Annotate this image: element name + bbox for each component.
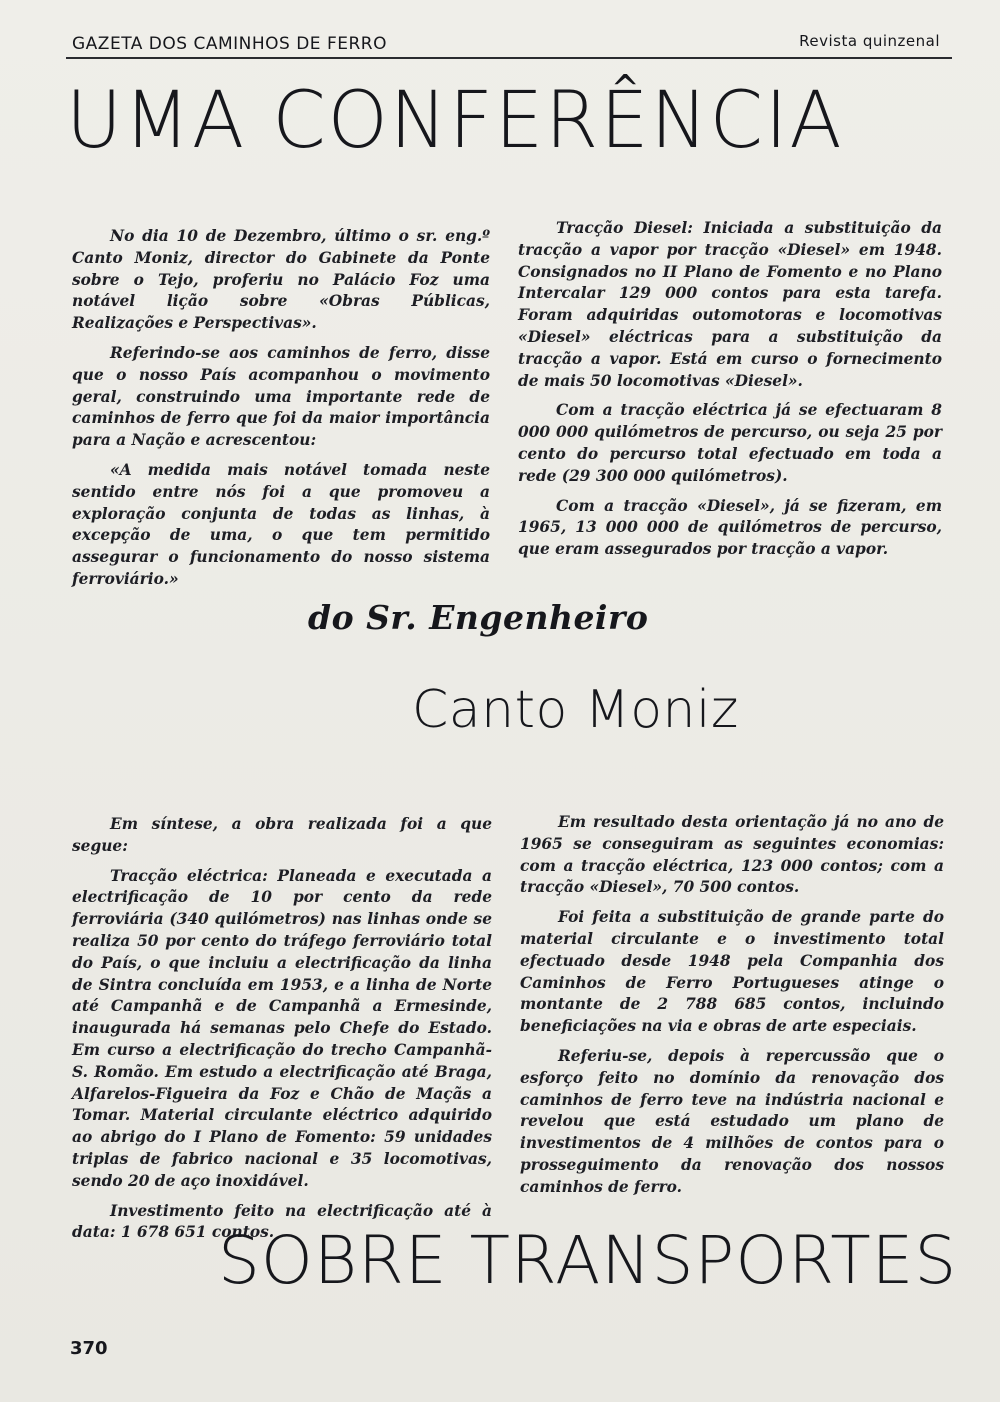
column-lower-left [72, 814, 492, 1252]
paragraph: Em resultado desta orientação já no ano de 1965 se conseguiram as seguintes economias: com a tracção eléctrica, 123 000 contos; com a tracção «Diesel», 70 500 contos. [520, 813, 944, 897]
publication-name: GAZETA DOS CAMINHOS DE FERRO [72, 34, 387, 54]
paragraph: Tracção Diesel: Iniciada a substituição da tracção a vapor por tracção «Diesel» em 1948. Consignados no II Plano de Fomento e no Plano Intercalar 129 000 contos para esta tarefa. Foram adquiridas outomotoras e locomotivas «Diesel» eléctricas para a substituição da tracção a vapor. Está em curso o fornecimento de mais 50 locomotivas «Diesel». [518, 219, 942, 390]
column-upper-left [72, 226, 490, 599]
article-title-top: UMA CONFERÊNCIA [66, 76, 844, 166]
page-number: 370 [70, 1338, 108, 1359]
paragraph: Com a tracção «Diesel», já se fizeram, em 1965, 13 000 000 de quilómetros de percurso, que eram assegurados por tracção a vapor. [518, 496, 942, 559]
paragraph: Tracção eléctrica: Planeada e executada a electrificação de 10 por cento da rede ferroviária (340 quilómetros) nas linhas onde se realiza 50 por cento do tráfego ferroviário total do País, o que incluiu a electrificação da linha de Sintra concluída em 1953, e a linha de Norte até Campanhã e de Campanhã a Ermesinde, inaugurada há semanas pelo Chefe do Estado. Em curso a electrificação do trecho Campanhã-S. Romão. Em estudo a electrificação até Braga, Alfarelos-Figueira da Foz e Chão de Maçãs a Tomar. Material circulante eléctrico adquirido ao abrigo do I Plano de Fomento: 59 unidades triplas de fabrico nacional e 35 locomotivas, sendo 20 de aço inoxidável. [72, 866, 492, 1190]
subtitle-line-2: Canto Moniz [412, 680, 739, 740]
subtitle-line-1: do Sr. Engenheiro [308, 598, 649, 637]
paragraph: Em síntese, a obra realizada foi a que segue: [72, 815, 492, 855]
paragraph: Referindo-se aos caminhos de ferro, disse que o nosso País acompanhou o movimento geral, construindo uma importante rede de caminhos de ferro que foi da maior importância para a Nação e acrescentou: [72, 343, 490, 450]
paragraph: No dia 10 de Dezembro, último o sr. eng.º Canto Moniz, director do Gabinete da Ponte sobre o Tejo, proferiu no Palácio Foz uma notável lição sobre «Obras Públicas, Realizações e Perspectivas». [72, 227, 490, 333]
header-rule [66, 57, 952, 59]
publication-frequency: Revista quinzenal [799, 32, 940, 50]
paragraph: Investimento feito na electrificação até à data: 1 678 651 contos. [72, 1201, 492, 1242]
quote-paragraph: «A medida mais notável tomada neste sentido entre nós foi a que promoveu a exploração conjunta de todas as linhas, à excepção de uma, o que tem permitido assegurar o funcionamento do nosso sistema ferroviário.» [72, 460, 490, 588]
paragraph: Foi feita a substituição de grande parte do material circulante e o investimento total efectuado desde 1948 pela Companhia dos Caminhos de Ferro Portugueses atinge o montante de 2 788 685 contos, incluindo beneficiações na via e obras de arte especiais. [520, 908, 944, 1036]
column-upper-right [518, 218, 942, 569]
article-title-bottom: SOBRE TRANSPORTES [218, 1222, 958, 1299]
paragraph: Referiu-se, depois à repercussão que o esforço feito no domínio da renovação dos caminhos de ferro teve na indústria nacional e revelou que está estudado um plano de investimentos de 4 milhões de contos para o prosseguimento da renovação dos nossos caminhos de ferro. [520, 1046, 944, 1196]
column-lower-right [520, 812, 944, 1207]
paragraph: Com a tracção eléctrica já se efectuaram 8 000 000 quilómetros de percurso, ou seja 25 por cento do percurso total efectuado em toda a rede (29 300 000 quilómetros). [518, 401, 942, 485]
